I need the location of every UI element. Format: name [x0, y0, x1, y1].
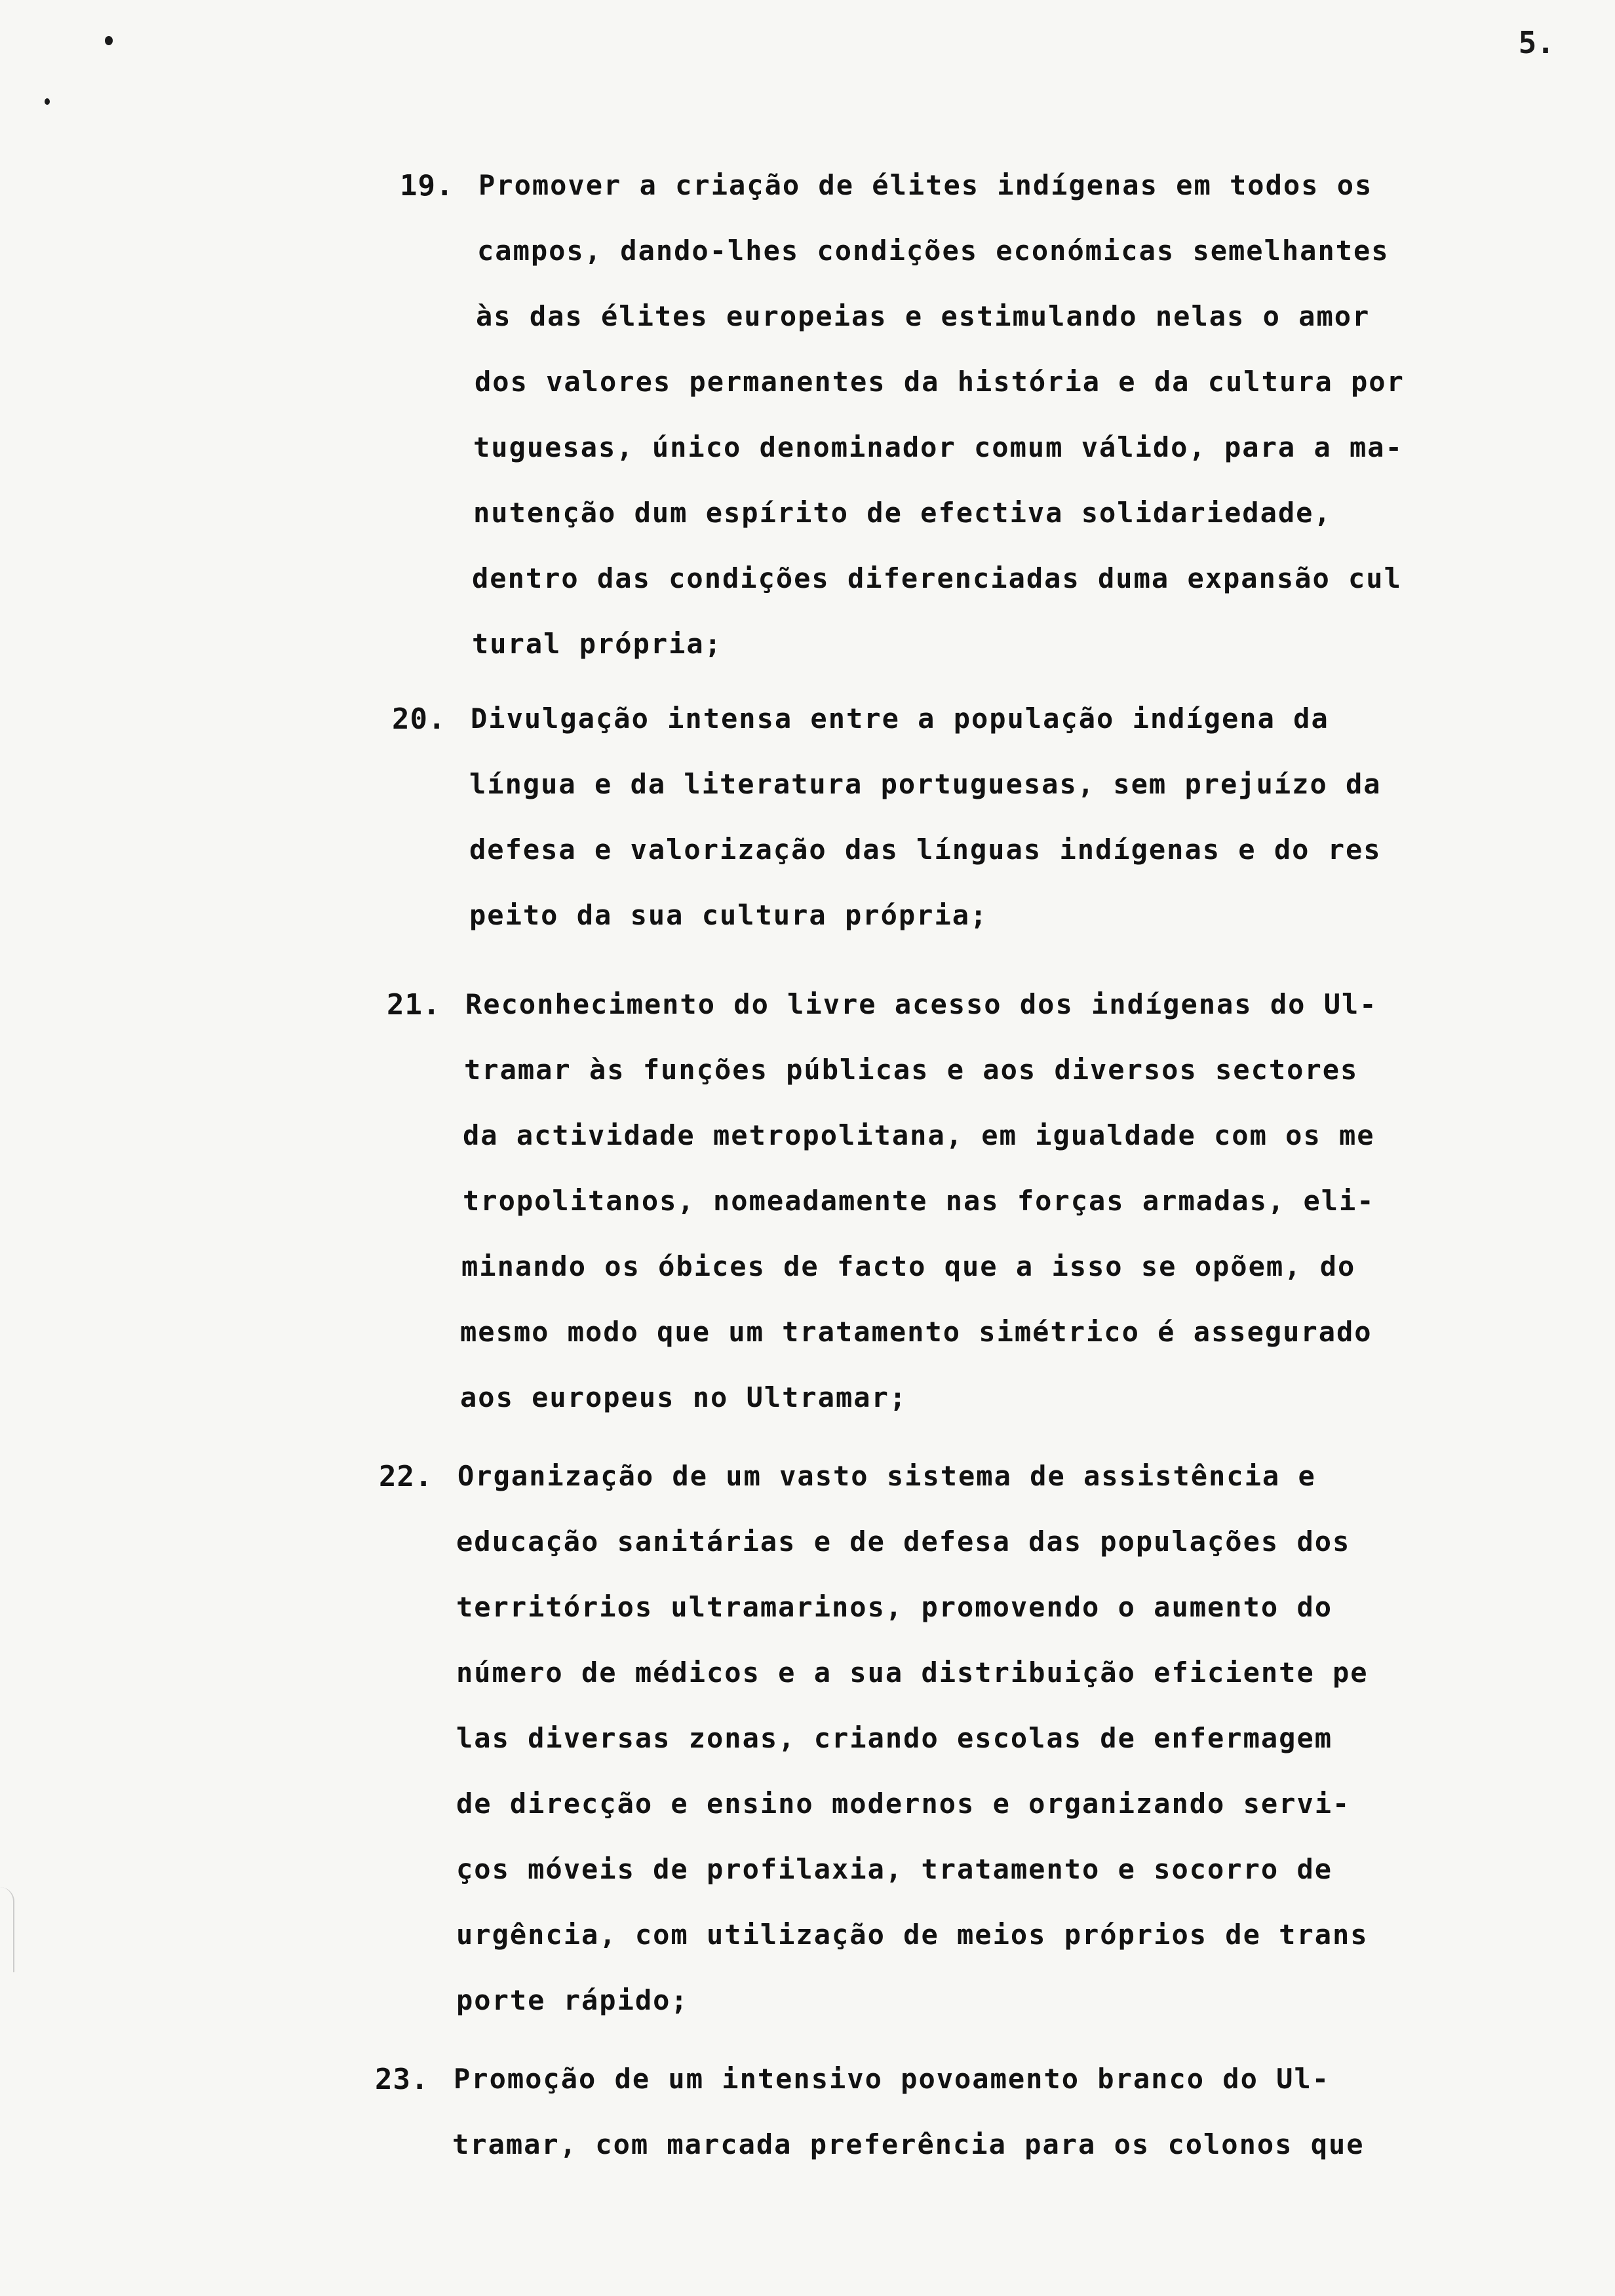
paragraph-line: tramar às funções públicas e aos diversos sectores	[464, 1054, 1359, 1086]
paragraph-line: minando os óbices de facto que a isso se opõem, do	[461, 1250, 1356, 1282]
paragraph-line: las diversas zonas, criando escolas de enfermagem	[456, 1722, 1333, 1754]
paragraph-number: 23.	[375, 2063, 429, 2096]
paragraph-line: de direcção e ensino modernos e organizando servi-	[456, 1788, 1351, 1820]
paragraph-line: tuguesas, único denominador comum válido, para a ma-	[473, 431, 1403, 463]
paragraph-line: urgência, com utilização de meios próprios de trans	[456, 1919, 1369, 1951]
paragraph-line: Divulgação intensa entre a população indígena da	[471, 702, 1329, 735]
paragraph-line: defesa e valorização das línguas indígenas e do res	[469, 833, 1382, 866]
ink-speck	[45, 98, 50, 105]
paragraph-number: 19.	[400, 169, 454, 202]
paragraph-line: dentro das condições diferenciadas duma expansão cul	[472, 562, 1402, 594]
scan-edge-mark	[0, 1887, 14, 1972]
paragraph-line: Promover a criação de élites indígenas em todos os	[478, 169, 1373, 201]
paragraph-line: número de médicos e a sua distribuição eficiente pe	[456, 1656, 1369, 1689]
paragraph-line: campos, dando-lhes condições económicas semelhantes	[477, 235, 1390, 267]
paragraph-line: da actividade metropolitana, em igualdade com os me	[463, 1119, 1375, 1151]
paragraph-line: às das élites europeias e estimulando nelas o amor	[476, 300, 1371, 332]
paragraph-line: ços móveis de profilaxia, tratamento e socorro de	[456, 1853, 1333, 1885]
paragraph-line: porte rápido;	[456, 1984, 689, 2016]
paragraph-number: 21.	[387, 988, 441, 1022]
paragraph-line: tramar, com marcada preferência para os colonos que	[452, 2128, 1365, 2160]
paragraph-line: Reconhecimento do livre acesso dos indígenas do Ul-	[465, 988, 1378, 1020]
paragraph-line: língua e da literatura portuguesas, sem prejuízo da	[469, 768, 1382, 800]
paragraph-line: nutenção dum espírito de efectiva solidariedade,	[473, 497, 1332, 529]
paragraph-line: Promoção de um intensivo povoamento branco do Ul-	[454, 2063, 1331, 2095]
paragraph-line: tural própria;	[472, 628, 723, 660]
paragraph-line: aos europeus no Ultramar;	[460, 1381, 908, 1413]
paragraph-line: mesmo modo que um tratamento simétrico é assegurado	[460, 1316, 1372, 1348]
paragraph-number: 22.	[379, 1460, 433, 1493]
paragraph-line: Organização de um vasto sistema de assistência e	[457, 1460, 1316, 1492]
paragraph-line: educação sanitárias e de defesa das populações dos	[456, 1525, 1351, 1558]
paragraph-line: dos valores permanentes da história e da cultura por	[475, 366, 1405, 398]
ink-speck	[105, 36, 113, 45]
paragraph-line: tropolitanos, nomeadamente nas forças armadas, eli-	[463, 1185, 1375, 1217]
page-number: 5.	[1518, 25, 1555, 60]
paragraph-number: 20.	[392, 702, 446, 736]
paragraph-line: territórios ultramarinos, promovendo o aumento do	[456, 1591, 1333, 1623]
paragraph-line: peito da sua cultura própria;	[469, 899, 988, 931]
